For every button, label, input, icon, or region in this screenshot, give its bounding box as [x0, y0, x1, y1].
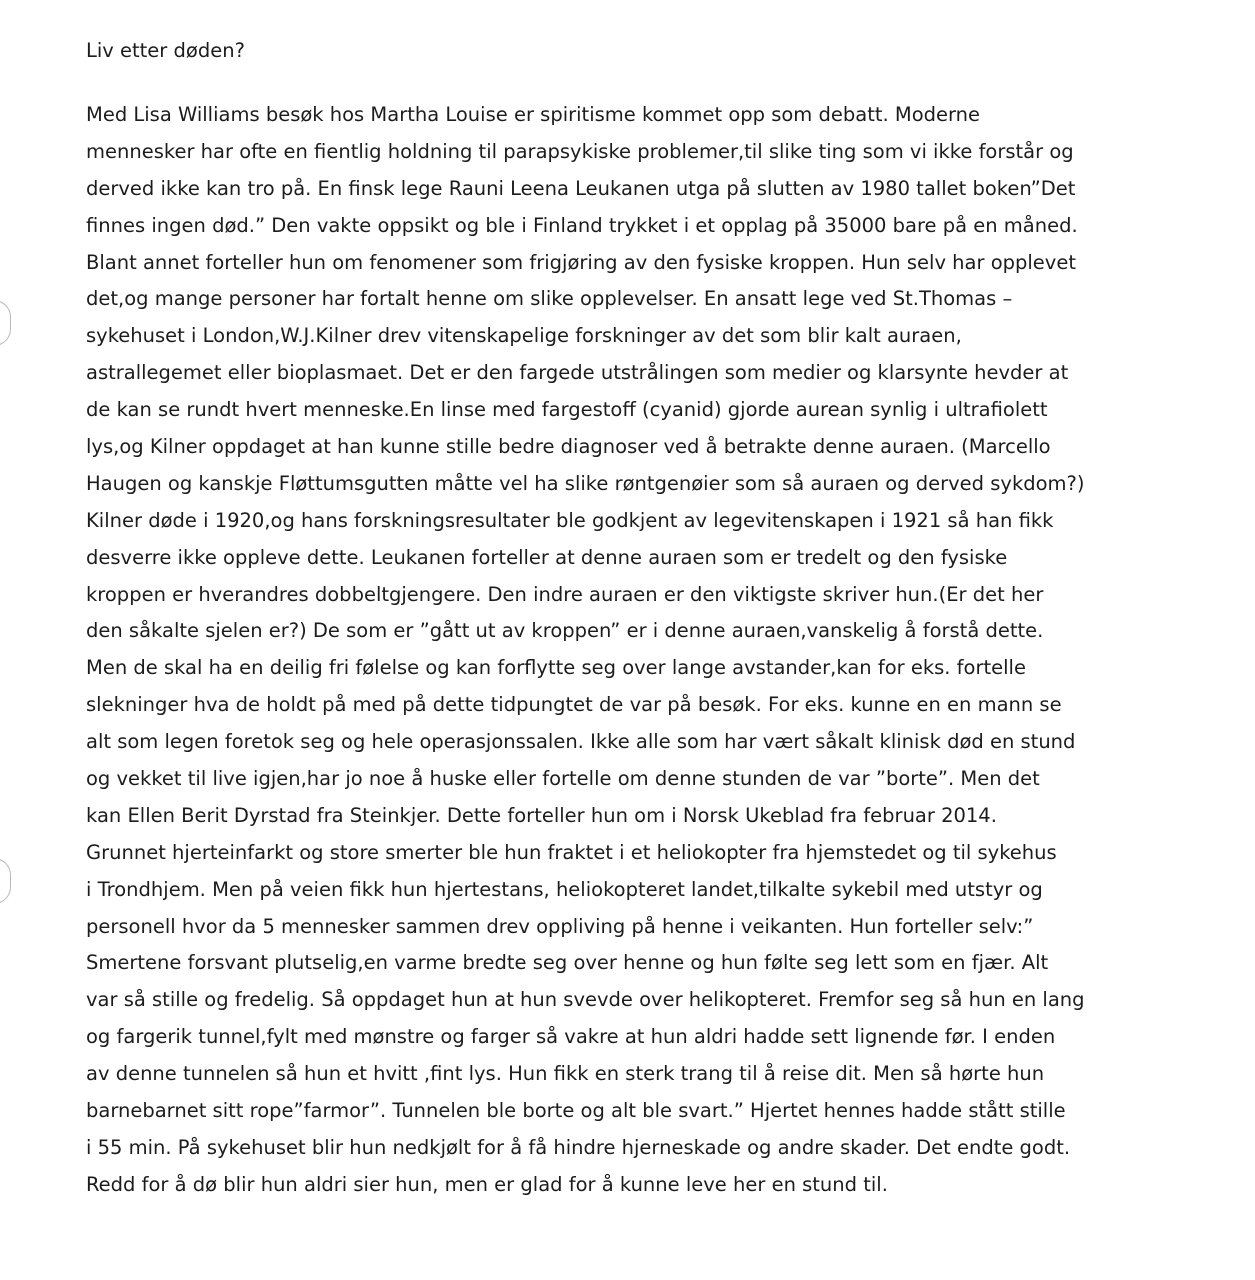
- text-line: og fargerik tunnel,fylt med mønstre og farger så vakre at hun aldri hadde sett lignende før. I enden: [86, 1025, 1056, 1049]
- text-line: Men de skal ha en deilig fri følelse og kan forflytte seg over lange avstander,kan for eks. fortelle: [86, 656, 1026, 680]
- text-line: kan Ellen Berit Dyrstad fra Steinkjer. Dette forteller hun om i Norsk Ukeblad fra februar 2014.: [86, 803, 997, 827]
- text-line: i 55 min. På sykehuset blir hun nedkjølt for å få hindre hjerneskade og andre skader. Det endte godt.: [86, 1135, 1071, 1159]
- text-line: sykehuset i London,W.J.Kilner drev vitenskapelige forskninger av det som blir kalt auraen,: [86, 324, 962, 348]
- text-line: personell hvor da 5 mennesker sammen drev oppliving på henne i veikanten. Hun forteller selv:”: [86, 914, 1034, 938]
- text-line: Smertene forsvant plutselig,en varme bredte seg over henne og hun følte seg lett som en fjær. Alt: [86, 951, 1049, 975]
- text-line: Blant annet forteller hun om fenomener som frigjøring av den fysiske kroppen. Hun selv har opplevet: [86, 250, 1076, 274]
- text-line: barnebarnet sitt rope”farmor”. Tunnelen ble borte og alt ble svart.” Hjertet hennes hadde stått stille: [86, 1099, 1066, 1123]
- text-line: av denne tunnelen så hun et hvitt ,fint lys. Hun fikk en sterk trang til å reise dit. Men så hørte hun: [86, 1062, 1045, 1086]
- text-line: finnes ingen død.” Den vakte oppsikt og ble i Finland trykket i et opplag på 35000 bare på en måned.: [86, 213, 1078, 237]
- document-title: Liv etter døden?: [86, 39, 245, 62]
- text-line: var så stille og fredelig. Så oppdaget hun at hun svevde over helikopteret. Fremfor seg så hun en lang: [86, 988, 1085, 1012]
- text-line: Med Lisa Williams besøk hos Martha Louise er spiritisme kommet opp som debatt. Moderne: [86, 103, 981, 126]
- text-line: de kan se rundt hvert menneske.En linse med fargestoff (cyanid) gjorde aurean synlig i ultrafiolett: [86, 398, 1048, 422]
- text-line: lys,og Kilner oppdaget at han kunne stille bedre diagnoser ved å betrakte denne auraen. (Marcello: [86, 435, 1051, 459]
- text-line: mennesker har ofte en fientlig holdning til parapsykiske problemer,til slike ting som vi ikke forstår og: [86, 139, 1074, 163]
- text-line: Grunnet hjerteinfarkt og store smerter ble hun fraktet i et heliokopter fra hjemstedet og til sykehus: [86, 840, 1057, 864]
- punch-hole-mark: [0, 300, 11, 346]
- text-line: slekninger hva de holdt på med på dette tidpungtet de var på besøk. For eks. kunne en en mann se: [86, 693, 1062, 717]
- text-line: Haugen og kanskje Fløttumsgutten måtte vel ha slike røntgenøier som så auraen og derved sykdom?): [86, 471, 1085, 495]
- text-line: astrallegemet eller bioplasmaet. Det er den fargede utstrålingen som medier og klarsynte hevder at: [86, 361, 1069, 385]
- text-line: Redd for å dø blir hun aldri sier hun, men er glad for å kunne leve her en stund til.: [86, 1172, 888, 1196]
- text-line: kroppen er hverandres dobbeltgjengere. Den indre auraen er den viktigste skriver hun.(Er det her: [86, 582, 1044, 606]
- text-line: desverre ikke oppleve dette. Leukanen forteller at denne auraen som er tredelt og den fysiske: [86, 545, 1008, 569]
- text-line: derved ikke kan tro på. En finsk lege Rauni Leena Leukanen utga på slutten av 1980 tallet boken”Det: [86, 176, 1076, 200]
- text-line: alt som legen foretok seg og hele operasjonssalen. Ikke alle som har vært såkalt klinisk død en stund: [86, 730, 1076, 754]
- punch-hole-mark: [0, 858, 11, 904]
- text-line: det,og mange personer har fortalt henne om slike opplevelser. En ansatt lege ved St.Thomas –: [86, 287, 1013, 311]
- text-line: og vekket til live igjen,har jo noe å huske eller fortelle om denne stunden de var ”borte”. Men det: [86, 767, 1040, 791]
- text-line: i Trondhjem. Men på veien fikk hun hjertestans, heliokopteret landet,tilkalte sykebil med utstyr og: [86, 877, 1043, 901]
- document-body: [86, 97, 1206, 1204]
- text-line: den såkalte sjelen er?) De som er ”gått ut av kroppen” er i denne auraen,vanskelig å forstå dette.: [86, 619, 1044, 643]
- text-line: Kilner døde i 1920,og hans forskningsresultater ble godkjent av legevitenskapen i 1921 så han fikk: [86, 508, 1054, 532]
